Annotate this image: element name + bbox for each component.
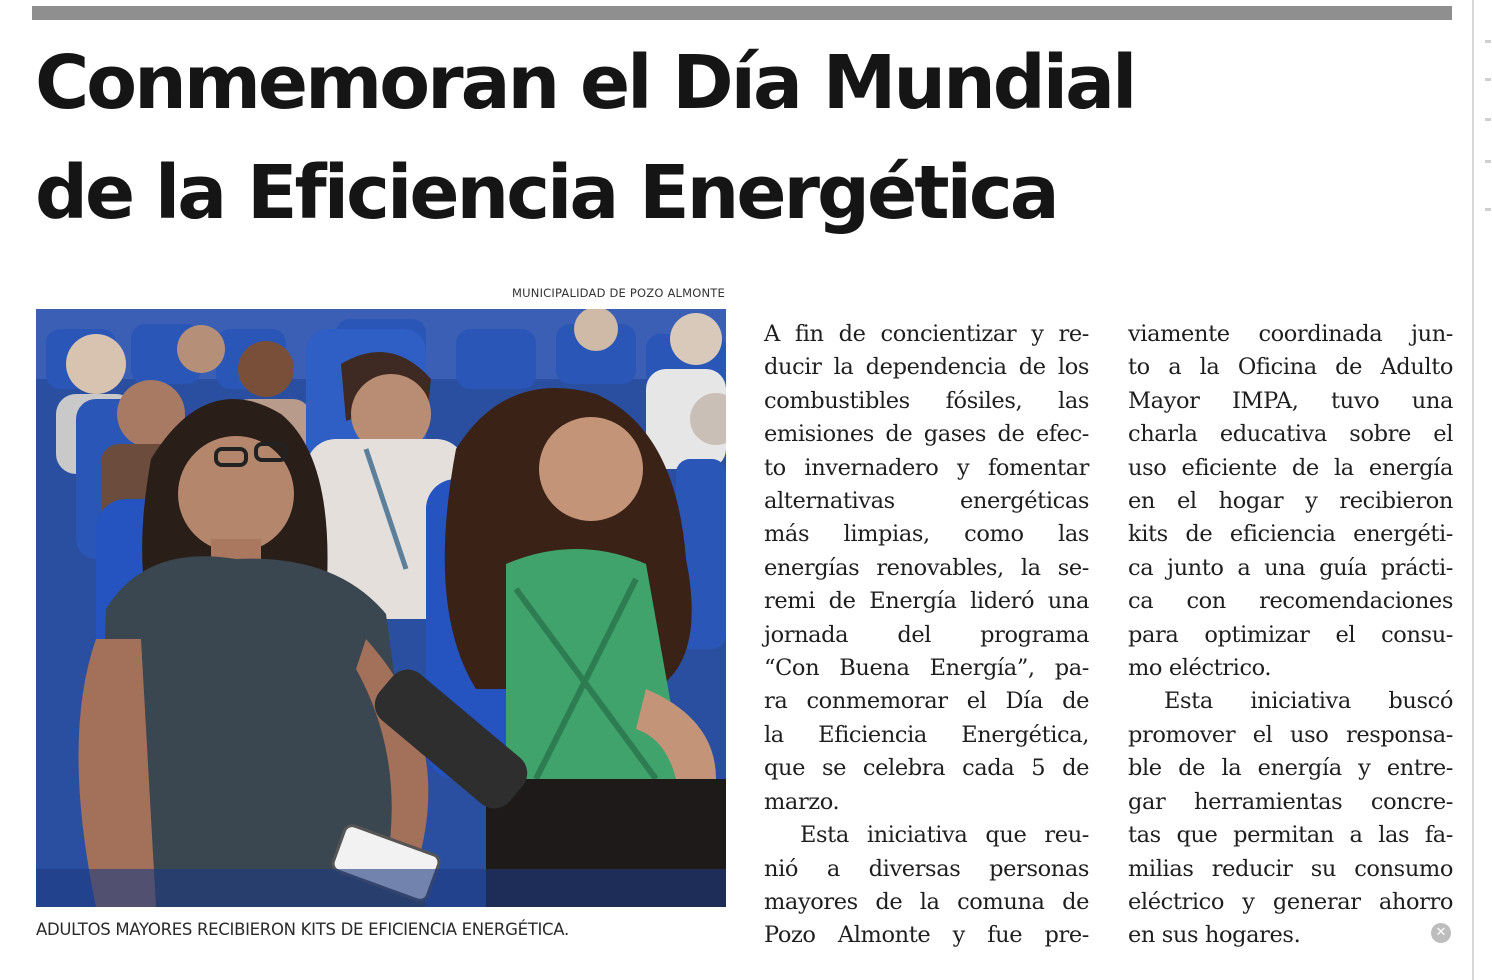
article-photo bbox=[36, 309, 726, 907]
end-of-article-icon: ✕ bbox=[1431, 923, 1451, 943]
text-line: alternativas energéticas bbox=[764, 488, 1089, 515]
text-line: combustibles fósiles, las bbox=[764, 387, 1089, 414]
margin-tick bbox=[1485, 118, 1491, 121]
text-line: Pozo Almonte y fue pre- bbox=[764, 922, 1089, 949]
text-line: que se celebra cada 5 de bbox=[764, 755, 1089, 782]
text-line: la Eficiencia Energética, bbox=[764, 721, 1089, 748]
photo-caption: ADULTOS MAYORES RECIBIERON KITS DE EFICIENCIA ENERGÉTICA. bbox=[36, 920, 569, 939]
margin-tick bbox=[1485, 208, 1491, 211]
text-line: mayores de la comuna de bbox=[764, 888, 1089, 915]
text-line: ca junto a una guía prácti- bbox=[1128, 554, 1453, 581]
text-line: gar herramientas concre- bbox=[1128, 788, 1453, 815]
text-line: Mayor IMPA, tuvo una bbox=[1128, 387, 1453, 414]
margin-tick bbox=[1485, 78, 1491, 81]
text-line: A fin de concientizar y re- bbox=[764, 321, 1089, 347]
text-line: Esta iniciativa buscó bbox=[1164, 688, 1453, 715]
text-line: eléctrico y generar ahorro bbox=[1128, 888, 1453, 915]
text-line: en sus hogares. bbox=[1128, 922, 1301, 949]
text-line: Esta iniciativa que reu- bbox=[800, 822, 1089, 849]
text-line: charla educativa sobre el bbox=[1128, 421, 1453, 448]
text-line: jornada del programa bbox=[764, 621, 1089, 648]
text-line: uso eficiente de la energía bbox=[1128, 454, 1453, 481]
text-line: para optimizar el consu- bbox=[1128, 621, 1453, 648]
text-line: kits de eficiencia energéti- bbox=[1128, 521, 1453, 548]
text-line: más limpias, como las bbox=[764, 521, 1089, 548]
top-rule-bar bbox=[32, 6, 1452, 20]
text-line: to invernadero y fomentar bbox=[764, 454, 1089, 481]
text-line: marzo. bbox=[764, 788, 840, 815]
text-line: ducir la dependencia de los bbox=[764, 354, 1089, 381]
article-column-2 bbox=[1128, 318, 1453, 953]
text-line: energías renovables, la se- bbox=[764, 554, 1089, 581]
text-line: milias reducir su consumo bbox=[1128, 855, 1453, 882]
column-divider-rule bbox=[1472, 0, 1474, 980]
text-line: ra conmemorar el Día de bbox=[764, 688, 1089, 715]
text-line: ca con recomendaciones bbox=[1128, 588, 1453, 615]
text-line: “Con Buena Energía”, pa- bbox=[764, 655, 1089, 682]
text-line: nió a diversas personas bbox=[764, 855, 1089, 882]
text-line: mo eléctrico. bbox=[1128, 655, 1272, 682]
text-line: to a la Oficina de Adulto bbox=[1128, 354, 1453, 381]
photo-credit: MUNICIPALIDAD DE POZO ALMONTE bbox=[512, 286, 725, 300]
article-column-1 bbox=[764, 318, 1089, 953]
text-line: viamente coordinada jun- bbox=[1128, 321, 1453, 347]
text-line: remi de Energía lideró una bbox=[764, 588, 1089, 615]
text-line: en el hogar y recibieron bbox=[1128, 488, 1453, 515]
text-line: tas que permitan a las fa- bbox=[1128, 822, 1453, 849]
text-line: promover el uso responsa- bbox=[1128, 721, 1453, 748]
margin-tick bbox=[1485, 40, 1491, 43]
headline-line-1: Conmemoran el Día Mundial bbox=[35, 40, 1135, 126]
margin-tick bbox=[1485, 160, 1491, 163]
text-line: emisiones de gases de efec- bbox=[764, 421, 1089, 448]
text-line: ble de la energía y entre- bbox=[1128, 755, 1453, 782]
article-headline bbox=[35, 28, 1455, 248]
headline-line-2: de la Eficiencia Energética bbox=[35, 150, 1057, 236]
